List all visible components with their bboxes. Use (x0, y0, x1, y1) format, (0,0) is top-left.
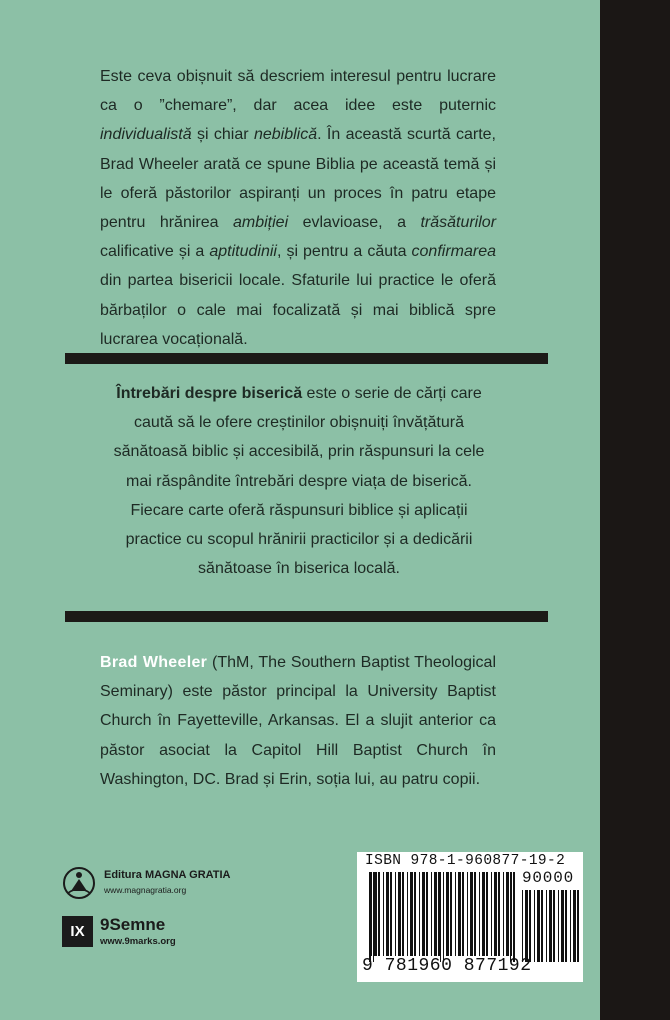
book-spine (600, 0, 670, 1020)
description-text: calificative și a (100, 243, 210, 261)
isbn-number: ISBN 978-1-960877-19-2 (365, 853, 566, 869)
ninemarks-name: 9Semne (100, 915, 166, 934)
series-description (103, 379, 495, 583)
magna-gratia-logo-icon (62, 866, 96, 900)
magna-gratia-publisher (62, 866, 262, 902)
description-text: , și pentru a căuta (276, 243, 412, 261)
ninemarks-publisher (62, 916, 262, 952)
emphasis-text: nebiblică (253, 126, 318, 144)
description-text: Este ceva obișnuit să descriem interesul pentru lucrare ca o ”chemare”, dar acea idee este puternic (100, 68, 496, 115)
description-text: . În această scurtă carte, Brad Wheeler arată ce spune Biblia pe această temă și le oferă păstorilor aspiranți un proces în patru etape pentru hrănirea (100, 126, 496, 232)
magna-gratia-name: Editura MAGNA GRATIA (104, 869, 231, 881)
description-text: din partea bisericii locale. Sfaturile lui practice le oferă bărbaților o cale mai focalizată și mai biblică spre lucrarea vocațională. (100, 272, 496, 348)
emphasis-text: individualistă (100, 126, 192, 144)
author-bio-text: (ThM, The Southern Baptist Theological Seminary) este păstor principal la University Baptist Church în Fayetteville, Arkansas. El a slujit anterior ca păstor asociat la Capitol Hill Baptist Church în Washington, DC. Brad și Erin, soția lui, au patru copii. (100, 654, 496, 788)
magna-gratia-url: www.magnagratia.org (104, 885, 187, 895)
emphasis-text: confirmarea (411, 243, 497, 261)
ninemarks-logo-icon: IX (62, 916, 93, 947)
divider-rule-2 (65, 611, 548, 622)
series-text: este o serie de cărți care caută să le ofere creștinilor obișnuiți învățătură sănătoasă biblic și accesibilă, prin răspunsuri la cele mai răspândite întrebări despre viața de biserică. Fiecare carte oferă răspunsuri biblice și aplicații practice cu scopul hrănirii practicilor și a dedicării sănătoase în biserica locală. (113, 385, 485, 578)
divider-rule-1 (65, 353, 548, 364)
emphasis-text: ambiției (232, 214, 289, 232)
book-description (100, 62, 496, 354)
price-code: 90000 (522, 869, 575, 887)
description-text: și chiar (191, 126, 254, 144)
author-bio (100, 648, 496, 794)
emphasis-text: trăsăturilor (420, 214, 497, 232)
emphasis-text: aptitudinii (209, 243, 277, 261)
ninemarks-url: www.9marks.org (100, 936, 176, 947)
series-title: Întrebări despre biserică (116, 385, 303, 402)
description-text: evlavioase, a (288, 214, 421, 232)
isbn-barcode (357, 852, 583, 982)
author-name: Brad Wheeler (100, 654, 208, 671)
ean-digits: 9 781960 877192 (362, 956, 532, 976)
